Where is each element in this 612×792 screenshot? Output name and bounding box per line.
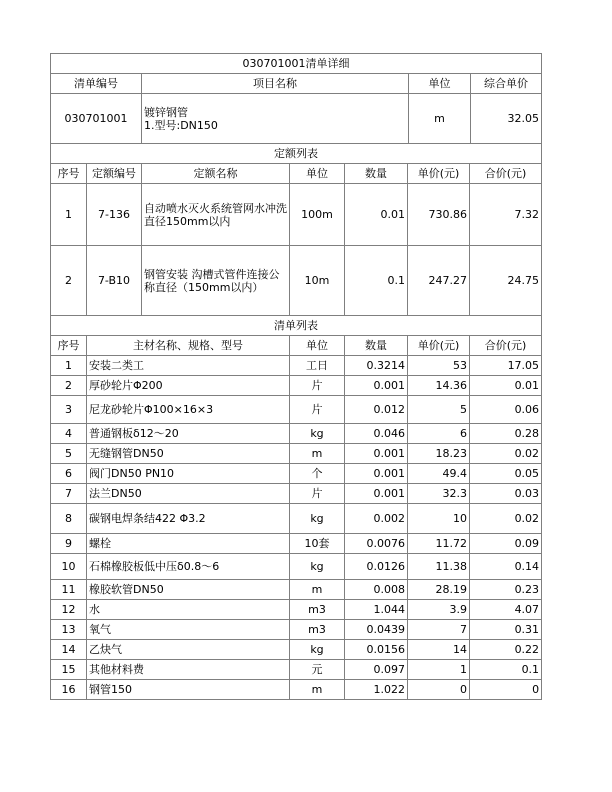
material-price: 11.72 [408,534,470,554]
material-unit: m [290,680,345,700]
item-unit: m [409,94,471,144]
quota-unit: 10m [290,246,345,316]
quota-row [51,184,542,246]
material-total: 0.01 [470,376,542,396]
material-total: 17.05 [470,356,542,376]
quota-price: 730.86 [408,184,470,246]
material-no: 15 [51,660,87,680]
material-unit: 工日 [290,356,345,376]
material-name: 普通钢板δ12～20 [87,424,290,444]
material-unit: kg [290,640,345,660]
material-no: 3 [51,396,87,424]
material-unit: kg [290,554,345,580]
material-header-unit: 单位 [290,336,345,356]
material-price: 11.38 [408,554,470,580]
quota-header-qty: 数量 [345,164,408,184]
material-name: 安装二类工 [87,356,290,376]
material-header-name: 主材名称、规格、型号 [87,336,290,356]
material-unit: m3 [290,620,345,640]
material-price: 18.23 [408,444,470,464]
material-row [51,424,542,444]
material-price: 6 [408,424,470,444]
material-rows [51,356,542,700]
material-no: 11 [51,580,87,600]
material-qty: 0.046 [345,424,408,444]
item-name [142,94,409,144]
item-price: 32.05 [471,94,542,144]
material-row [51,464,542,484]
material-name: 无缝钢管DN50 [87,444,290,464]
material-unit: 片 [290,484,345,504]
material-row [51,600,542,620]
quota-header-name: 定额名称 [142,164,290,184]
material-no: 10 [51,554,87,580]
header-unit: 单位 [409,74,471,94]
material-price: 5 [408,396,470,424]
material-no: 13 [51,620,87,640]
quota-row [51,246,542,316]
material-total: 0.06 [470,396,542,424]
material-qty: 0.0126 [345,554,408,580]
material-row [51,504,542,534]
material-unit: kg [290,504,345,534]
material-price: 10 [408,504,470,534]
material-name: 法兰DN50 [87,484,290,504]
material-unit: m [290,580,345,600]
material-unit: m [290,444,345,464]
quota-no: 1 [51,184,87,246]
quota-code: 7-B10 [87,246,142,316]
material-header-no: 序号 [51,336,87,356]
material-price: 0 [408,680,470,700]
material-total: 0.02 [470,444,542,464]
material-price: 14 [408,640,470,660]
material-row [51,640,542,660]
material-price: 53 [408,356,470,376]
material-section-title: 清单列表 [51,316,542,336]
quota-qty: 0.1 [345,246,408,316]
material-no: 6 [51,464,87,484]
header-code: 清单编号 [51,74,142,94]
material-header-price: 单价(元) [408,336,470,356]
material-row [51,484,542,504]
quota-section-title: 定额列表 [51,144,542,164]
item-name-line2: 1.型号:DN150 [144,118,218,132]
quota-total: 24.75 [470,246,542,316]
material-unit: m3 [290,600,345,620]
material-name: 水 [87,600,290,620]
material-unit: 片 [290,396,345,424]
quota-header-no: 序号 [51,164,87,184]
material-total: 0.31 [470,620,542,640]
material-price: 7 [408,620,470,640]
material-total: 0.28 [470,424,542,444]
quota-qty: 0.01 [345,184,408,246]
material-qty: 0.0156 [345,640,408,660]
material-qty: 0.012 [345,396,408,424]
quota-name: 自动喷水灭火系统管网水冲洗直径150mm以内 [142,184,290,246]
material-price: 49.4 [408,464,470,484]
material-name: 石棉橡胶板低中压δ0.8～6 [87,554,290,580]
material-qty: 0.0076 [345,534,408,554]
material-row [51,580,542,600]
material-no: 16 [51,680,87,700]
material-row [51,534,542,554]
material-price: 14.36 [408,376,470,396]
material-unit: 10套 [290,534,345,554]
material-total: 0.22 [470,640,542,660]
material-price: 32.3 [408,484,470,504]
material-row [51,444,542,464]
quota-price: 247.27 [408,246,470,316]
material-no: 7 [51,484,87,504]
material-qty: 0.001 [345,376,408,396]
material-row [51,554,542,580]
material-no: 9 [51,534,87,554]
quota-no: 2 [51,246,87,316]
material-total: 0.09 [470,534,542,554]
material-name: 阀门DN50 PN10 [87,464,290,484]
material-total: 0.05 [470,464,542,484]
item-name-line1: 镀锌钢管 [144,105,188,119]
quota-header-total: 合价(元) [470,164,542,184]
material-row [51,396,542,424]
quota-header-unit: 单位 [290,164,345,184]
material-total: 0.14 [470,554,542,580]
material-name: 橡胶软管DN50 [87,580,290,600]
material-no: 1 [51,356,87,376]
header-price: 综合单价 [471,74,542,94]
quota-code: 7-136 [87,184,142,246]
material-no: 8 [51,504,87,534]
material-unit: 个 [290,464,345,484]
material-total: 0.02 [470,504,542,534]
material-total: 0.1 [470,660,542,680]
material-price: 28.19 [408,580,470,600]
material-qty: 0.001 [345,484,408,504]
material-total: 0.03 [470,484,542,504]
material-name: 螺栓 [87,534,290,554]
quota-name: 钢管安装 沟槽式管件连接公称直径（150mm以内） [142,246,290,316]
quota-header-price: 单价(元) [408,164,470,184]
material-qty: 0.001 [345,464,408,484]
material-no: 4 [51,424,87,444]
material-unit: 片 [290,376,345,396]
material-price: 1 [408,660,470,680]
material-qty: 0.0439 [345,620,408,640]
material-no: 12 [51,600,87,620]
quota-total: 7.32 [470,184,542,246]
material-total: 4.07 [470,600,542,620]
material-name: 其他材料费 [87,660,290,680]
quota-table [50,143,542,316]
material-unit: kg [290,424,345,444]
material-price: 3.9 [408,600,470,620]
material-name: 尼龙砂轮片Φ100×16×3 [87,396,290,424]
material-row [51,660,542,680]
item-code: 030701001 [51,94,142,144]
material-qty: 0.008 [345,580,408,600]
material-header-qty: 数量 [345,336,408,356]
material-qty: 0.3214 [345,356,408,376]
material-name: 乙炔气 [87,640,290,660]
material-qty: 0.002 [345,504,408,534]
material-row [51,620,542,640]
material-row [51,376,542,396]
material-name: 厚砂轮片Φ200 [87,376,290,396]
material-no: 2 [51,376,87,396]
material-unit: 元 [290,660,345,680]
quota-unit: 100m [290,184,345,246]
material-qty: 0.097 [345,660,408,680]
material-total: 0 [470,680,542,700]
material-header-total: 合价(元) [470,336,542,356]
material-table [50,315,542,700]
material-row [51,680,542,700]
quota-header-code: 定额编号 [87,164,142,184]
material-name: 氧气 [87,620,290,640]
material-qty: 1.044 [345,600,408,620]
material-qty: 0.001 [345,444,408,464]
page-title: 030701001清单详细 [51,54,542,74]
material-total: 0.23 [470,580,542,600]
bill-header-table [50,53,542,144]
material-no: 5 [51,444,87,464]
material-name: 钢管150 [87,680,290,700]
material-row [51,356,542,376]
material-no: 14 [51,640,87,660]
header-name: 项目名称 [142,74,409,94]
material-name: 碳钢电焊条结422 Φ3.2 [87,504,290,534]
material-qty: 1.022 [345,680,408,700]
